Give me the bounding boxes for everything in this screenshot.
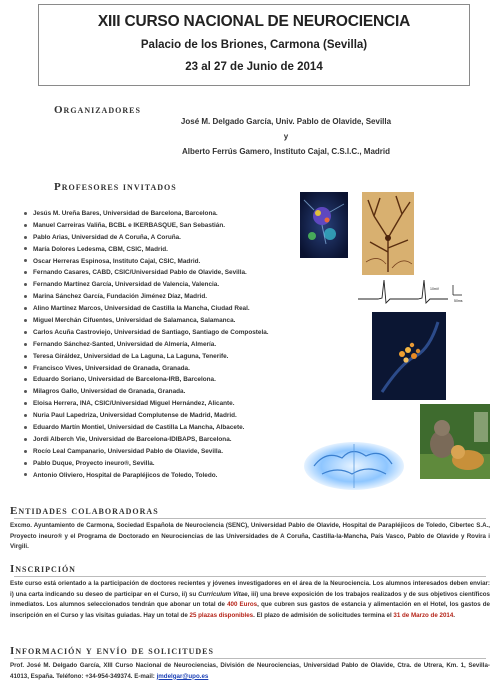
bullet-icon	[24, 331, 27, 334]
organizer-1: José M. Delgado García, Univ. Pablo de Olavide, Sevilla	[180, 117, 392, 126]
deadline-date: 31 de Marzo de 2014	[393, 611, 454, 619]
bullet-icon	[24, 247, 27, 250]
organizer-2: Alberto Ferrús Gamero, Instituto Cajal, C.S.I.C., Madrid	[181, 147, 391, 156]
list-item: Eloisa Herrera, INA, CSIC/Universidad Miguel Hernández, Alicante.	[24, 398, 324, 410]
professors-list	[24, 208, 324, 481]
list-item: Teresa Giráldez, Universidad de La Laguna, La Laguna, Tenerife.	[24, 351, 324, 363]
places-available: 25 plazas disponibles	[189, 611, 254, 619]
info-text: Prof. José M. Delgado García, XIII Curso Nacional de Neurociencias, División de Neurociencias, Universidad Pablo de Olavide, Ctra. de Utrera, Km. 1, Sevilla-41013, España. Teléfono: +34-954-349374. E-mail: jmdelgar@upo.es	[10, 662, 490, 680]
list-item: Jesús M. Ureña Bares, Universidad de Barcelona, Barcelona.	[24, 208, 324, 220]
info-heading: Información y envío de solicitudes	[10, 645, 214, 657]
brain-image	[292, 436, 416, 498]
bullet-icon	[24, 343, 27, 346]
bullet-icon	[24, 271, 27, 274]
list-item: Fernando Sánchez-Santed, Universidad de Almería, Almería.	[24, 339, 324, 351]
entities-text: Excmo. Ayuntamiento de Carmona, Sociedad Española de Neurociencia (SENC), Universidad Pablo de Olavide, Hospital de Parapléjicos de Toledo, Cibertec S.A., Proyecto ineuro® y el Programa de Doctorado en Neurociencias de las Universidades de A Coruña, Castilla-la-Mancha, País Vasco, Pablo de Olavide y Rovira i Virgili.	[10, 522, 490, 551]
bullet-icon	[24, 378, 27, 381]
dendrites-stain-graphic	[362, 192, 414, 275]
list-item: Pablo Duque, Proyecto ineuro®, Sevilla.	[24, 458, 324, 470]
price-amount: 400 Euros	[227, 601, 258, 609]
action-potential-graphic	[358, 277, 468, 307]
bullet-icon	[24, 259, 27, 262]
list-item: Miguel Merchán Cifuentes, Universidad de Salamanca, Salamanca.	[24, 315, 324, 327]
fluorescence-image	[372, 312, 446, 400]
inscription-heading: Inscripción	[10, 563, 76, 575]
bullet-icon	[24, 402, 27, 405]
dendrites-stain-image	[362, 192, 414, 275]
bullet-icon	[24, 438, 27, 441]
bullet-icon	[24, 390, 27, 393]
scale-h-label: 50ms	[454, 299, 463, 303]
fluorescence-graphic	[372, 312, 446, 400]
dates: 23 al 27 de Junio de 2014	[185, 61, 323, 73]
email-link[interactable]: jmdelgar@upo.es	[156, 672, 209, 680]
professors-heading: Profesores invitados	[54, 181, 177, 193]
section-divider	[14, 518, 486, 519]
action-potential-trace	[358, 277, 468, 307]
list-item: Francisco Vives, Universidad de Granada, Granada.	[24, 363, 324, 375]
list-item: Marina Sánchez García, Fundación Jiménez Díaz, Madrid.	[24, 291, 324, 303]
bullet-icon	[24, 295, 27, 298]
bullet-icon	[24, 355, 27, 358]
list-item: Carlos Acuña Castroviejo, Universidad de Santiago, Santiago de Compostela.	[24, 327, 324, 339]
neuron-microscopy-graphic	[300, 192, 348, 258]
list-item: Fernando Casares, CABD, CSIC/Universidad Pablo de Olavide, Sevilla.	[24, 267, 324, 279]
bullet-icon	[24, 450, 27, 453]
list-item: María Dolores Ledesma, CBM, CSIC, Madrid.	[24, 244, 324, 256]
bullet-icon	[24, 224, 27, 227]
inscription-text: Este curso está orientado a la participación de doctores recientes y jóvenes investigadores en el área de la Neurociencia. Los alumnos interesados deben enviar: i) una carta indicando su deseo de participar en el Curso, ii) su Curriculum Vitae, iii) una breve exposición de los trabajos realizados y de sus objetivos científicos inmediatos. Los alumnos seleccionados tendrán que abonar un total de 400 Euros, que cubren sus gastos de estancia y alimentación en el Hotel, los gastos de inscripción en el Curso y las visitas guiadas. Hay un total de 25 plazas disponibles. El plazo de admisión de solicitudes termina el 31 de Marzo de 2014.	[10, 580, 490, 619]
section-divider	[14, 658, 486, 659]
organizer-separator: y	[283, 132, 289, 141]
list-item: Milagros Gallo, Universidad de Granada, Granada.	[24, 386, 324, 398]
list-item: Rocío Leal Campanario, Universidad Pablo de Olavide, Sevilla.	[24, 446, 324, 458]
entities-heading: Entidades colaboradoras	[10, 505, 159, 517]
bullet-icon	[24, 319, 27, 322]
bullet-icon	[24, 366, 27, 369]
list-item: Eduardo Martín Montiel, Universidad de Castilla La Mancha, Albacete.	[24, 422, 324, 434]
header-box	[38, 4, 470, 86]
bullet-icon	[24, 212, 27, 215]
bullet-icon	[24, 283, 27, 286]
bullet-icon	[24, 307, 27, 310]
neuron-microscopy-image	[300, 192, 348, 258]
scale-v-label: 10mV	[430, 287, 440, 291]
list-item: Alino Martínez Marcos, Universidad de Castilla la Mancha, Ciudad Real.	[24, 303, 324, 315]
list-item: Fernando Martínez García, Universidad de Valencia, Valencia.	[24, 279, 324, 291]
cv-term: Curriculum Vitae	[198, 590, 248, 598]
list-item: Eduardo Soriano, Universidad de Barcelona-IRB, Barcelona.	[24, 374, 324, 386]
bullet-icon	[24, 426, 27, 429]
list-item: Manuel Carreiras Valiña, BCBL e IKERBASQUE, San Sebastián.	[24, 220, 324, 232]
brain-graphic	[292, 436, 416, 498]
page-title: XIII CURSO NACIONAL DE NEUROCIENCIA	[97, 13, 411, 30]
list-item: Nuria Paul Lapedriza, Universidad Complutense de Madrid, Madrid.	[24, 410, 324, 422]
animals-photo	[420, 404, 490, 479]
organizers-heading: Organizadores	[54, 104, 141, 116]
list-item: Jordi Alberch Vie, Universidad de Barcelona-IDIBAPS, Barcelona.	[24, 434, 324, 446]
bullet-icon	[24, 462, 27, 465]
bullet-icon	[24, 473, 27, 476]
list-item: Pablo Arias, Universidad de A Coruña, A Coruña.	[24, 232, 324, 244]
list-item: Antonio Oliviero, Hospital de Parapléjicos de Toledo, Toledo.	[24, 470, 324, 482]
bullet-icon	[24, 236, 27, 239]
animals-graphic	[420, 404, 490, 479]
venue: Palacio de los Briones, Carmona (Sevilla)	[140, 39, 368, 51]
section-divider	[14, 576, 486, 577]
list-item: Oscar Herreras Espinosa, Instituto Cajal, CSIC, Madrid.	[24, 256, 324, 268]
bullet-icon	[24, 414, 27, 417]
